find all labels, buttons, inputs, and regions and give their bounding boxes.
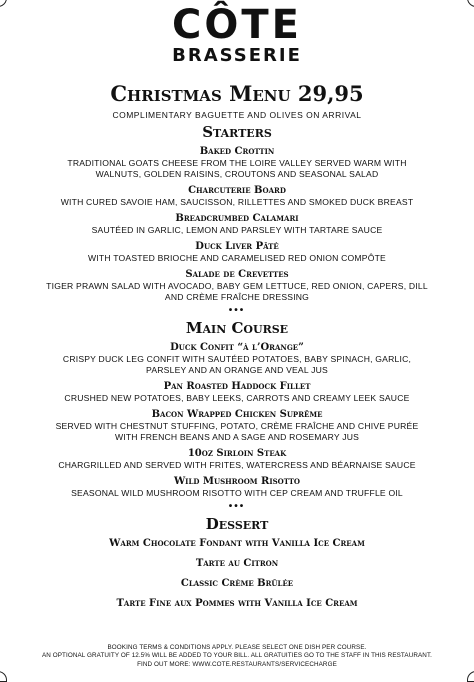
section-title-main-course: Main Course xyxy=(185,319,289,337)
dish-description: SERVED WITH CHESTNUT STUFFING, POTATO, CRÈME FRAÎCHE AND CHIVE PURÉE WITH FRENCH BEANS AND A SAGE AND ROSEMARY JUS xyxy=(55,421,419,442)
main-course-section xyxy=(0,319,474,499)
footer-terms xyxy=(0,644,474,669)
section-title-dessert: Dessert xyxy=(205,515,269,533)
dish-name: 10oz Sirloin Steak xyxy=(187,448,287,459)
dish-description: CHARGRILLED AND SERVED WITH FRITES, WATERCRESS AND BÉARNAISE SAUCE xyxy=(58,460,416,470)
dish-description: CRISPY DUCK LEG CONFIT WITH SAUTÉED POTATOES, BABY SPINACH, GARLIC, PARSLEY AND AN ORANGE AND VEAL JUS xyxy=(62,354,412,375)
dish-name: Breadcrumbed Calamari xyxy=(175,213,299,224)
footer-line: AN OPTIONAL GRATUITY OF 12.5% WILL BE ADDED TO YOUR BILL. ALL GRATUITIES GO TO THE STAFF IN THIS RESTAURANT. xyxy=(41,652,433,660)
dish-description: SAUTÉED IN GARLIC, LEMON AND PARSLEY WITH TARTARE SAUCE xyxy=(91,225,383,235)
menu-item xyxy=(0,408,474,443)
section-title-starters: Starters xyxy=(202,123,272,141)
menu-item xyxy=(0,212,474,236)
dessert-item: Tarte au Citron xyxy=(195,558,279,569)
brand-subname: BRASSERIE xyxy=(172,45,302,66)
menu-title: Christmas Menu 29,95 xyxy=(110,81,364,106)
corner-ornament xyxy=(0,671,7,682)
dish-description: CRUSHED NEW POTATOES, BABY LEEKS, CARROTS AND CREAMY LEEK SAUCE xyxy=(64,393,410,403)
dish-name: Bacon Wrapped Chicken Suprême xyxy=(151,409,323,420)
footer-line: BOOKING TERMS & CONDITIONS APPLY. PLEASE SELECT ONE DISH PER COURSE. xyxy=(107,644,367,651)
menu-item xyxy=(0,380,474,404)
menu-item xyxy=(0,240,474,264)
dish-name: Salade de Crevettes xyxy=(185,269,289,280)
dessert-section xyxy=(0,515,474,610)
menu-item xyxy=(0,145,474,180)
dish-description: SEASONAL WILD MUSHROOM RISOTTO WITH CEP CREAM AND TRUFFLE OIL xyxy=(71,488,403,498)
dessert-item: Warm Chocolate Fondant with Vanilla Ice Cream xyxy=(109,538,365,549)
menu-item xyxy=(0,475,474,499)
menu-item xyxy=(0,447,474,471)
section-separator: ••• xyxy=(228,501,246,512)
dish-name: Baked Crottin xyxy=(199,146,275,157)
dish-name: Wild Mushroom Risotto xyxy=(173,476,301,487)
dish-description: TIGER PRAWN SALAD WITH AVOCADO, BABY GEM LETTUCE, RED ONION, CAPERS, DILL AND CRÈME FRAÎCHE DRESSING xyxy=(46,281,428,302)
dish-name: Pan Roasted Haddock Fillet xyxy=(163,381,311,392)
dish-description: TRADITIONAL GOATS CHEESE FROM THE LOIRE VALLEY SERVED WARM WITH WALNUTS, GOLDEN RAISINS, CROUTONS AND SEASONAL SALAD xyxy=(67,158,407,179)
menu-item xyxy=(0,184,474,208)
dish-name: Duck Confit “à l’Orange” xyxy=(170,342,304,353)
dessert-item: Classic Crème Brûlée xyxy=(180,578,294,589)
brand-name: CÔTE xyxy=(172,2,302,48)
brand-logo xyxy=(0,0,474,66)
starters-section xyxy=(0,123,474,303)
section-separator: ••• xyxy=(228,305,246,316)
dish-name: Charcuterie Board xyxy=(188,185,286,196)
corner-ornament xyxy=(467,671,474,682)
dish-description: WITH TOASTED BRIOCHE AND CARAMELISED RED ONION COMPÔTE xyxy=(88,253,386,263)
dessert-item: Tarte Fine aux Pommes with Vanilla Ice Cream xyxy=(116,598,358,609)
footer-link: FIND OUT MORE: WWW.COTE.RESTAURANTS/SERVICECHARGE xyxy=(137,660,337,668)
menu-item xyxy=(0,341,474,376)
menu-item xyxy=(0,268,474,303)
dish-description: WITH CURED SAVOIE HAM, SAUCISSON, RILLETTES AND SMOKED DUCK BREAST xyxy=(60,197,414,207)
dish-name: Duck Liver Pâté xyxy=(195,241,279,252)
menu-subtitle: COMPLIMENTARY BAGUETTE AND OLIVES ON ARRIVAL xyxy=(112,110,362,120)
